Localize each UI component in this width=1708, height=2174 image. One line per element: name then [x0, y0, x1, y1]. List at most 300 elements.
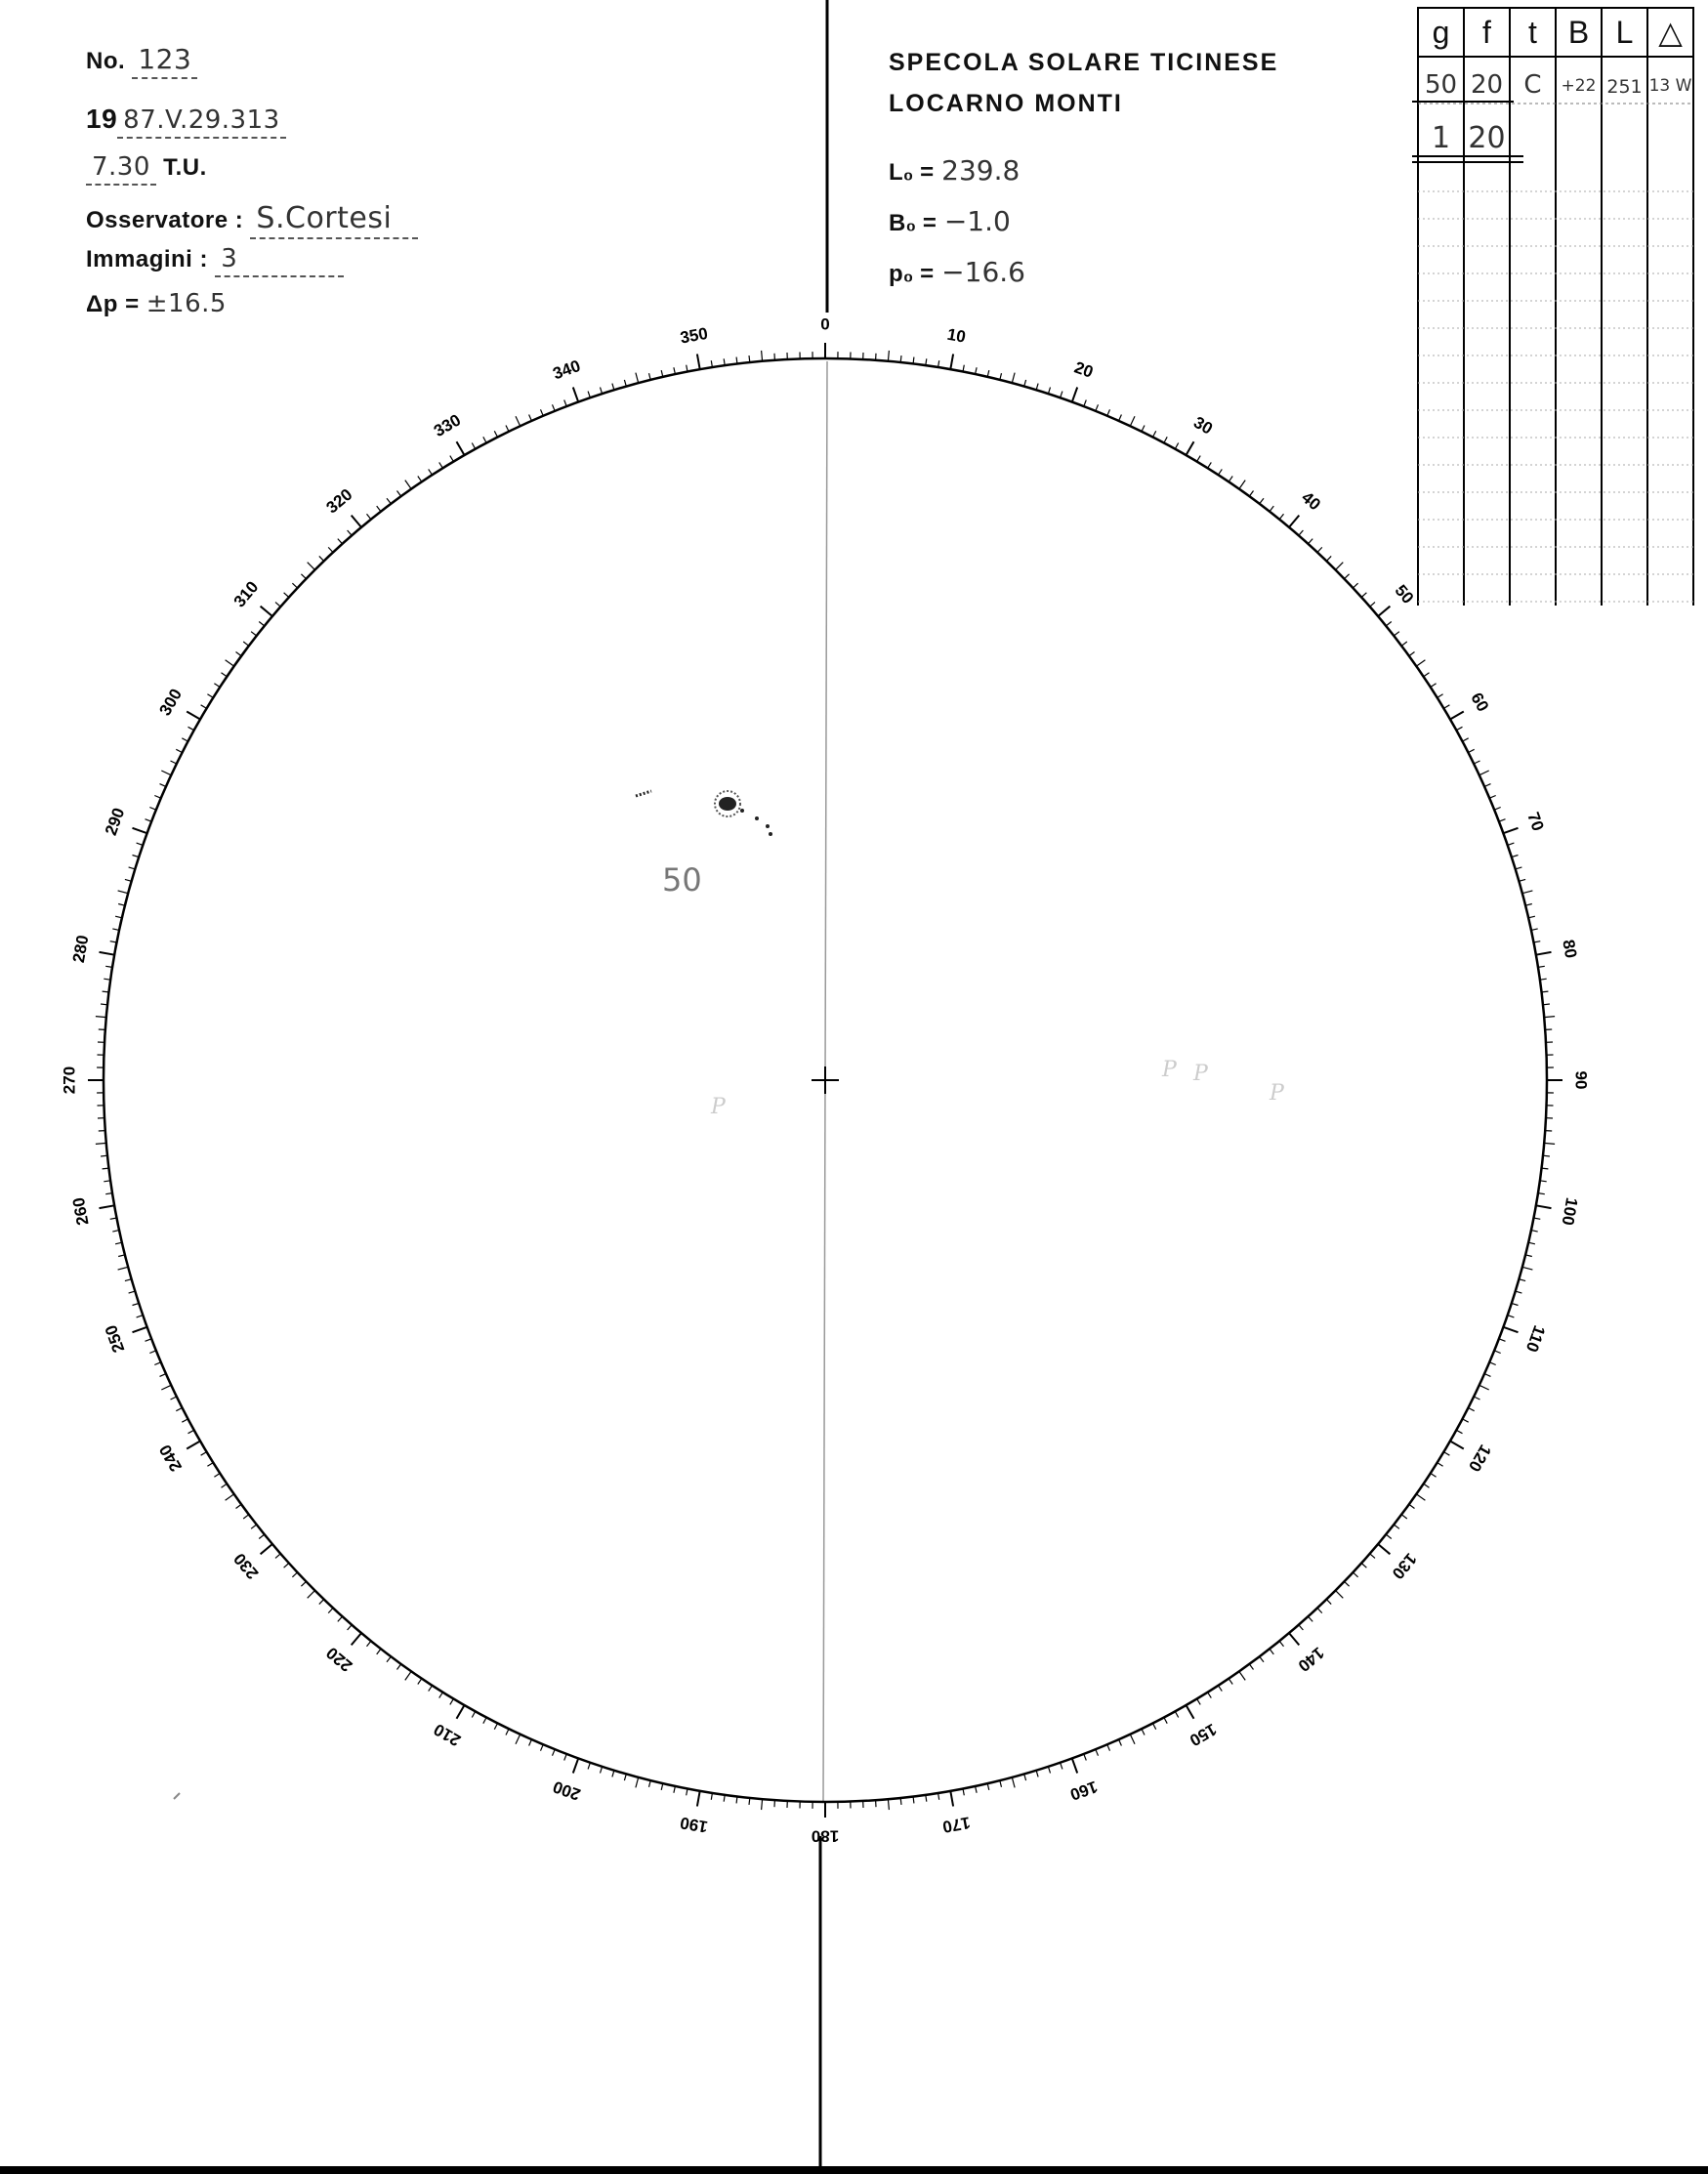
angle-tick [1024, 1774, 1026, 1780]
angle-tick [182, 1419, 187, 1422]
angle-tick [950, 355, 953, 370]
angle-tick [1317, 1609, 1322, 1613]
angle-tick [1544, 1017, 1555, 1018]
angle-tick [112, 1231, 119, 1233]
angle-tick [1512, 1303, 1519, 1305]
angle-label: 160 [1067, 1777, 1101, 1805]
angle-tick [1084, 1754, 1087, 1761]
angle-label: 260 [68, 1195, 93, 1227]
angle-tick [1361, 1564, 1366, 1568]
angle-tick [1012, 1777, 1015, 1788]
angle-tick [1474, 761, 1479, 764]
angle-tick [348, 1625, 353, 1630]
angle-label: 130 [1388, 1549, 1421, 1583]
angle-tick [649, 1780, 651, 1787]
observatory-title-line2: LOCARNO MONTI [889, 90, 1123, 117]
angle-tick [1354, 1572, 1358, 1577]
angle-tick [888, 351, 889, 361]
angle-tick [154, 796, 160, 799]
angle-tick [1164, 1718, 1167, 1724]
table-header-L: L [1615, 15, 1634, 50]
angle-tick [103, 991, 109, 992]
table-cell-g: 50 [1424, 70, 1458, 100]
angle-tick [1516, 867, 1522, 869]
angle-tick [1326, 556, 1331, 561]
angle-tick [506, 1729, 509, 1735]
angle-tick [636, 1777, 639, 1788]
angle-tick [176, 1408, 182, 1411]
angle-tick [1187, 1705, 1194, 1719]
angle-tick [624, 380, 626, 387]
angle-tick [1378, 606, 1390, 616]
sunspot-group [636, 791, 772, 836]
angle-tick [429, 469, 433, 475]
angle-label: 240 [155, 1441, 187, 1476]
angle-tick [387, 498, 391, 504]
angle-tick [418, 1679, 422, 1685]
angle-tick [1525, 1255, 1532, 1257]
table-header-t: t [1528, 15, 1537, 50]
angle-tick [1024, 380, 1026, 387]
angle-label: 200 [550, 1777, 583, 1805]
angle-tick [201, 1452, 207, 1456]
angle-tick [222, 673, 228, 677]
angle-tick [1279, 514, 1283, 520]
angle-tick [1270, 506, 1273, 512]
angle-tick [516, 1735, 521, 1744]
faint-p-mark: P [1162, 1058, 1177, 1082]
angle-tick [397, 491, 401, 497]
angle-tick [1119, 1739, 1122, 1745]
angle-tick [1208, 1693, 1212, 1698]
angle-tick [137, 843, 144, 845]
angle-tick [1000, 373, 1002, 380]
angle-label: 190 [679, 1813, 710, 1837]
angle-tick [1084, 400, 1087, 407]
angle-tick [1443, 1452, 1449, 1456]
param-p0-value: −16.6 [941, 256, 1025, 288]
angle-tick [588, 1763, 590, 1770]
angle-tick [146, 1339, 152, 1342]
angle-tick [214, 1474, 220, 1478]
angle-tick [529, 1739, 532, 1745]
sunspot-follower [636, 791, 651, 796]
angle-tick [1289, 516, 1299, 527]
angle-tick [182, 738, 187, 741]
angle-tick [541, 409, 544, 415]
angle-tick [1219, 469, 1223, 475]
angle-tick [1153, 431, 1156, 437]
angle-tick [100, 952, 115, 955]
angle-tick [1309, 539, 1313, 544]
angle-tick [494, 431, 497, 437]
angle-tick [405, 1671, 411, 1680]
angle-tick [612, 1771, 614, 1777]
param-p0-label: p₀ = [889, 261, 935, 287]
angle-tick [1543, 1004, 1550, 1005]
angle-tick [1096, 1749, 1099, 1756]
angle-tick [749, 1798, 750, 1805]
angle-tick [1494, 1351, 1501, 1354]
angle-tick [1345, 1581, 1350, 1586]
angle-tick [1394, 1525, 1399, 1528]
angle-tick [112, 929, 119, 931]
angle-tick [149, 808, 156, 811]
faint-p-mark: P [1193, 1062, 1208, 1086]
faint-p-mark: P [711, 1095, 726, 1119]
angle-tick [1279, 1641, 1283, 1647]
angle-tick [1469, 1408, 1475, 1411]
angle-tick [1036, 384, 1038, 391]
angle-tick [352, 516, 361, 527]
angle-tick [1107, 409, 1110, 415]
angle-tick [328, 547, 333, 552]
angle-tick [1317, 547, 1322, 552]
angle-tick [624, 1774, 626, 1780]
angle-tick [1197, 1698, 1201, 1704]
param-B0-label: B₀ = [889, 210, 937, 236]
angle-tick [439, 462, 443, 468]
table-cell-t: C [1523, 70, 1542, 100]
angle-tick [1469, 749, 1475, 752]
angle-label: 30 [1190, 412, 1216, 439]
faint-p-mark: P [1270, 1081, 1284, 1106]
time-value: 7.30 [86, 152, 156, 186]
angle-tick [149, 1351, 156, 1354]
angle-tick [612, 384, 614, 391]
time-label: T.U. [163, 154, 207, 181]
angle-tick [1516, 1291, 1522, 1293]
angle-tick [301, 574, 306, 579]
angle-tick [1299, 1625, 1304, 1630]
angle-tick [1229, 477, 1232, 482]
angle-tick [661, 370, 663, 377]
sunspot-small [769, 832, 772, 836]
angle-tick [573, 1758, 578, 1773]
angle-label: 230 [229, 1549, 263, 1583]
angle-tick [1409, 652, 1415, 656]
angle-tick [226, 660, 234, 666]
angle-tick [201, 705, 207, 709]
sunspot-small [755, 816, 759, 820]
angle-tick [1522, 1267, 1533, 1270]
page-bottom-edge [0, 2166, 1708, 2174]
angle-tick [377, 1649, 381, 1654]
angle-label: 250 [101, 1322, 129, 1356]
angle-label: 50 [1391, 581, 1418, 607]
table-cell-f: 20 [1470, 70, 1504, 100]
param-L0-label: L₀ = [889, 159, 935, 186]
angle-tick [377, 506, 381, 512]
angle-tick [1489, 796, 1495, 799]
angle-tick [976, 1786, 978, 1793]
angle-tick [1489, 1362, 1495, 1365]
angle-tick [367, 514, 371, 520]
angle-tick [483, 437, 486, 442]
angle-tick [601, 1767, 603, 1774]
angle-label: 20 [1071, 357, 1096, 382]
angle-label: 80 [1559, 938, 1581, 960]
angle-tick [1499, 1339, 1506, 1342]
angle-label: 10 [945, 324, 968, 347]
angle-label: 330 [430, 410, 465, 441]
angle-tick [1175, 1711, 1178, 1717]
param-B0-value: −1.0 [943, 205, 1011, 237]
angle-tick [1370, 603, 1375, 607]
angle-tick [236, 652, 242, 656]
angle-tick [529, 415, 532, 421]
angle-tick [553, 404, 556, 411]
angle-tick [338, 1616, 343, 1621]
angle-tick [133, 1303, 140, 1305]
angle-tick [259, 622, 265, 626]
angle-tick [1536, 952, 1552, 955]
angle-tick [214, 684, 220, 688]
angle-label: 150 [1186, 1719, 1221, 1750]
angle-tick [1354, 583, 1358, 588]
table-header-g: g [1432, 15, 1450, 50]
number-value: 123 [132, 43, 197, 79]
angle-label: 40 [1298, 487, 1324, 515]
angle-tick [601, 388, 603, 395]
angle-tick [1336, 1591, 1344, 1599]
angle-tick [1048, 388, 1050, 395]
angle-tick [1096, 404, 1099, 411]
angle-tick [1175, 443, 1178, 449]
number-label: No. [86, 48, 126, 74]
angle-tick [171, 1397, 177, 1400]
angle-tick [387, 1656, 391, 1662]
angle-tick [483, 1718, 486, 1724]
angle-tick [96, 1017, 106, 1018]
angle-tick [900, 1798, 901, 1805]
angle-label: 170 [940, 1813, 972, 1837]
angle-tick [1542, 1168, 1549, 1169]
angle-tick [243, 1515, 249, 1519]
angle-tick [1249, 1664, 1253, 1670]
angle-tick [472, 443, 475, 449]
angle-tick [697, 355, 700, 370]
angle-tick [649, 373, 651, 380]
angle-tick [1119, 415, 1122, 421]
table-total-spots: 20 [1468, 121, 1506, 155]
angle-label: 0 [820, 314, 830, 334]
angle-tick [352, 1633, 361, 1645]
angle-label: 140 [1294, 1643, 1328, 1676]
angle-tick [292, 583, 297, 588]
angle-tick [516, 416, 521, 426]
angle-tick [261, 606, 272, 616]
angle-tick [1463, 738, 1469, 741]
angle-tick [674, 367, 676, 374]
angle-tick [118, 891, 129, 894]
angle-tick [1531, 1231, 1538, 1233]
angle-tick [1409, 1504, 1415, 1508]
angle-tick [137, 1316, 144, 1317]
angle-tick [1219, 1686, 1223, 1692]
angle-tick [1508, 1316, 1515, 1317]
angle-tick [1543, 1155, 1550, 1156]
angle-tick [1249, 491, 1253, 497]
angle-tick [564, 400, 567, 407]
angle-label: 350 [679, 323, 710, 348]
angle-tick [1443, 705, 1449, 709]
angle-tick [259, 1534, 265, 1538]
angle-tick [736, 1797, 737, 1804]
angle-tick [1142, 1729, 1145, 1735]
angle-tick [674, 1786, 676, 1793]
angle-tick [1309, 1616, 1313, 1621]
angle-tick [1289, 1633, 1299, 1645]
angle-tick [1130, 416, 1135, 426]
angle-tick [118, 904, 125, 906]
table-cell-B: +22 [1561, 76, 1597, 96]
angle-tick [1072, 388, 1077, 402]
angle-tick [115, 1242, 122, 1244]
angle-tick [146, 819, 152, 822]
angle-tick [1503, 1327, 1518, 1332]
angle-tick [636, 373, 639, 384]
angle-tick [1437, 694, 1443, 698]
angle-tick [1345, 574, 1350, 579]
angle-tick [115, 916, 122, 918]
angle-tick [103, 1168, 109, 1169]
angle-tick [207, 694, 213, 698]
angle-tick [1479, 1385, 1489, 1390]
angle-tick [1424, 673, 1430, 677]
angle-tick [762, 351, 763, 361]
angle-tick [125, 1279, 132, 1281]
stray-pencil-mark [174, 1793, 180, 1799]
angle-label: 340 [550, 355, 583, 384]
angle-label: 320 [322, 484, 356, 518]
angle-label: 220 [322, 1643, 356, 1676]
angle-tick [950, 1791, 953, 1807]
delta-p-value: ±16.5 [146, 289, 227, 318]
angle-tick [1370, 1554, 1375, 1559]
angle-tick [187, 1442, 200, 1449]
table-header-f: f [1482, 15, 1491, 50]
angle-tick [1000, 1780, 1002, 1787]
angle-tick [207, 1463, 213, 1467]
sunspot-small [740, 809, 744, 813]
angle-tick [1437, 1463, 1443, 1467]
angle-tick [161, 1385, 171, 1390]
angle-tick [900, 355, 901, 362]
angle-tick [1107, 1744, 1110, 1750]
angle-tick [188, 727, 194, 730]
angle-label: 100 [1558, 1195, 1582, 1227]
angle-tick [1450, 712, 1464, 720]
angle-tick [1012, 373, 1015, 384]
angle-tick [1536, 1205, 1552, 1208]
angle-tick [222, 1484, 228, 1487]
angle-tick [506, 426, 509, 432]
angle-tick [261, 1544, 272, 1554]
angle-tick [1361, 593, 1366, 598]
angle-tick [1456, 727, 1462, 730]
angle-tick [1416, 1494, 1425, 1500]
angle-tick [697, 1791, 700, 1807]
angle-tick [308, 563, 315, 570]
angle-tick [1401, 1515, 1407, 1519]
angle-tick [275, 1554, 280, 1559]
angle-tick [188, 1430, 194, 1433]
angle-tick [1386, 622, 1392, 626]
angle-tick [1061, 392, 1062, 398]
angle-tick [292, 1572, 297, 1577]
angle-tick [319, 556, 324, 561]
angle-tick [1519, 879, 1525, 881]
angle-label: 300 [155, 685, 187, 720]
angle-label: 210 [430, 1719, 465, 1750]
angle-tick [553, 1749, 556, 1756]
angle-tick [1484, 784, 1490, 787]
angle-label: 70 [1523, 810, 1548, 834]
angle-label: 270 [60, 1066, 79, 1095]
angle-tick [1528, 1242, 1535, 1244]
angle-tick [1130, 1735, 1135, 1744]
table-total-groups: 1 [1431, 121, 1451, 155]
angle-tick [1474, 1397, 1479, 1400]
angle-label: 90 [1571, 1070, 1591, 1090]
angle-tick [1187, 441, 1194, 455]
angle-tick [405, 481, 411, 489]
angle-tick [275, 603, 280, 607]
angle-tick [661, 1783, 663, 1790]
angle-tick [96, 1143, 106, 1144]
angle-tick [450, 1698, 454, 1704]
angle-tick [1531, 929, 1538, 931]
angle-tick [1542, 991, 1549, 992]
observatory-title-line1: SPECOLA SOLARE TICINESE [889, 49, 1279, 76]
angle-tick [319, 1600, 324, 1605]
angle-tick [1260, 1656, 1264, 1662]
angle-tick [1544, 1143, 1555, 1144]
angle-tick [749, 355, 750, 362]
angle-tick [154, 1362, 160, 1365]
angle-tick [251, 632, 257, 636]
angle-tick [1528, 916, 1535, 918]
angle-tick [1208, 462, 1212, 468]
angle-tick [564, 1754, 567, 1761]
angle-tick [762, 1799, 763, 1810]
angle-tick [284, 593, 289, 598]
angle-tick [1416, 660, 1425, 666]
angle-tick [987, 1783, 989, 1790]
angle-tick [1036, 1771, 1038, 1777]
angle-tick [1299, 530, 1304, 535]
angle-tick [1386, 1534, 1392, 1538]
angle-tick [129, 867, 136, 869]
angle-tick [133, 856, 140, 857]
angle-tick [1239, 1671, 1245, 1680]
angle-label: 280 [68, 934, 93, 965]
sunspot-group-label: 50 [662, 861, 702, 899]
angle-tick [472, 1711, 475, 1717]
date-value: 87.V.29.313 [117, 105, 286, 139]
angle-tick [1260, 498, 1264, 504]
angle-tick [1431, 1474, 1437, 1478]
angle-tick [171, 761, 177, 764]
angle-tick [1503, 828, 1518, 833]
angle-tick [1142, 426, 1145, 432]
angle-tick [736, 357, 737, 364]
angle-tick [439, 1693, 443, 1698]
observer-value: S.Cortesi [250, 201, 418, 239]
angle-tick [187, 712, 200, 720]
angle-tick [226, 1494, 234, 1500]
